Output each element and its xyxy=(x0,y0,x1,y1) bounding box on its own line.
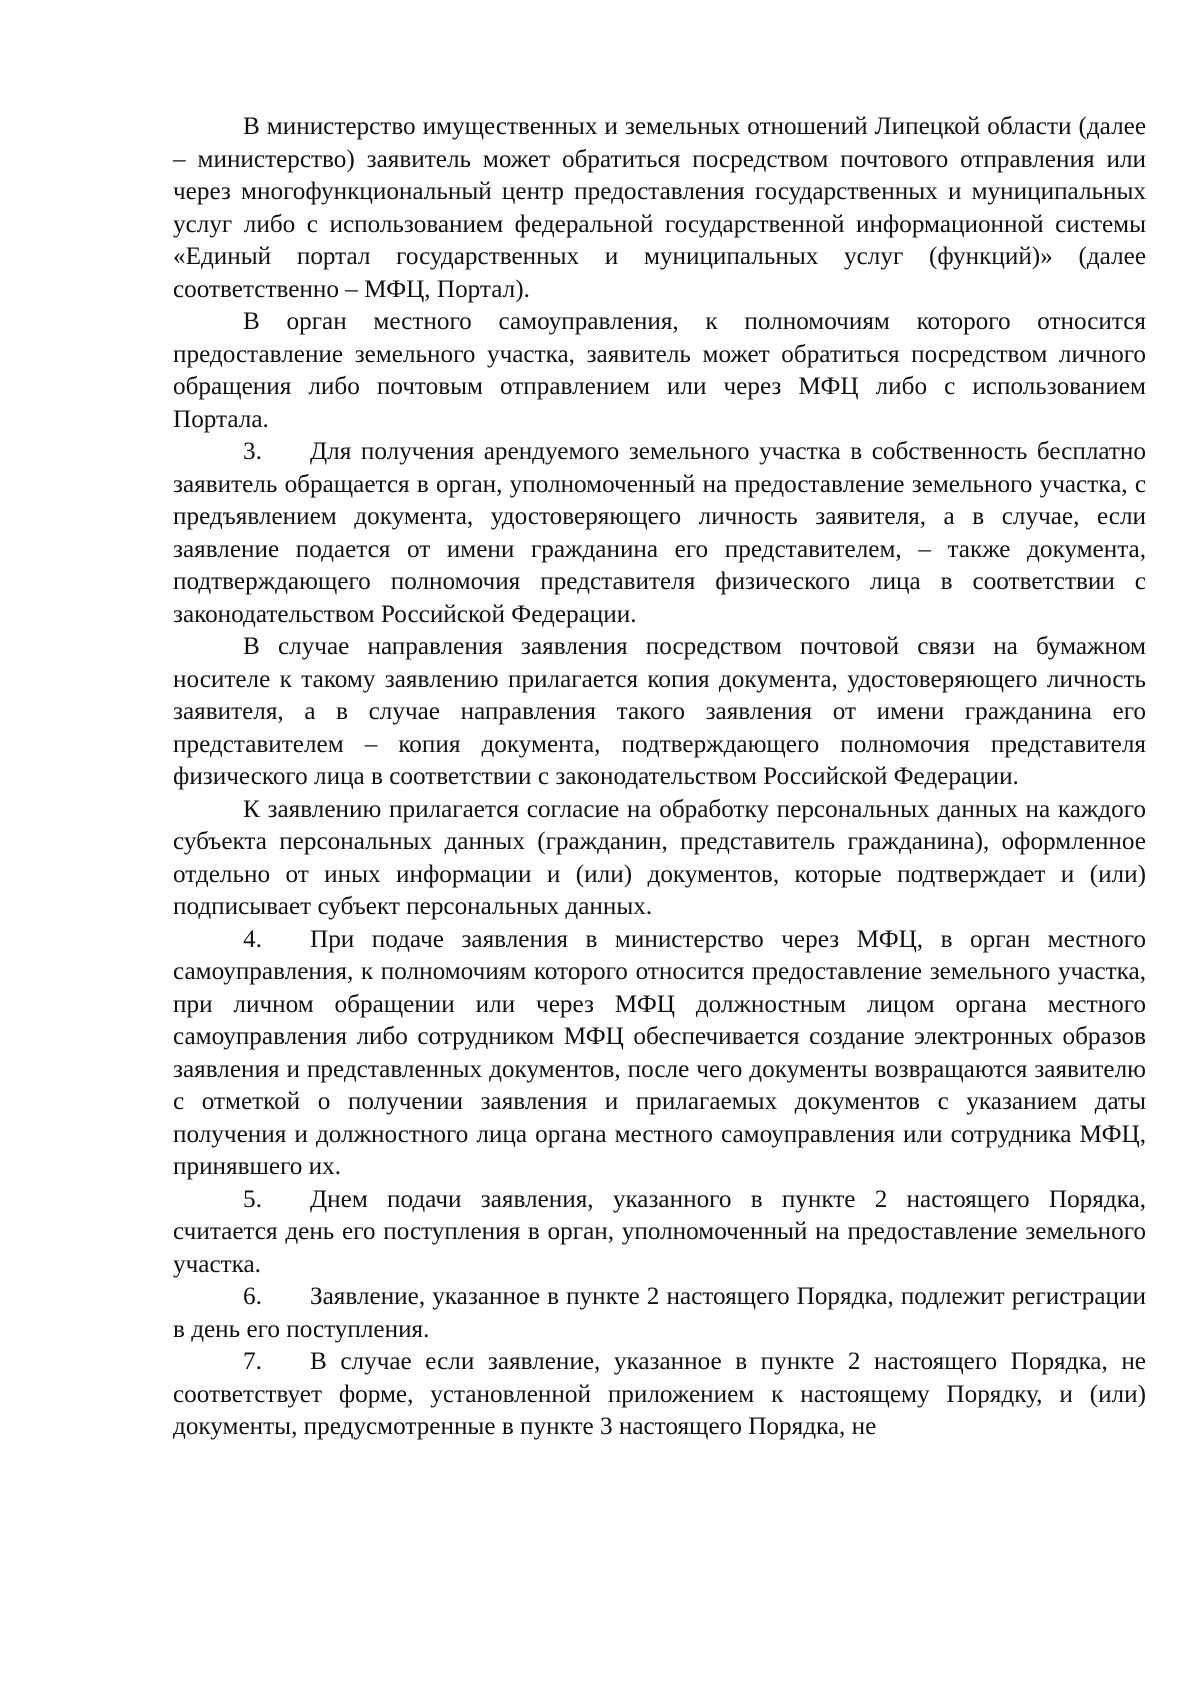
paragraph-ministry-application xyxy=(173,111,1146,306)
paragraph-text: В случае если заявление, указанное в пункте 2 настоящего Порядка, не соответствует форме, установленной приложением к настоящему Порядку, и (или) документы, предусмотренные в пункте 3 настоящего Порядка, не xyxy=(173,1348,1146,1440)
paragraph-number: 4. xyxy=(243,925,262,953)
paragraph-text: В случае направления заявления посредством почтовой связи на бумажном носителе к такому заявлению прилагается копия документа, удостоверяющего личность заявителя, а в случае направления такого заявления от имени гражданина его представителем – копия документа, подтверждающего полномочия представителя физического лица в соответствии с законодательством Российской Федерации. xyxy=(173,633,1146,790)
paragraph-text: Для получения арендуемого земельного участка в собственность бесплатно заявитель обращается в орган, уполномоченный на предоставление земельного участка, с предъявлением документа, удостоверяющего личность заявителя, а в случае, если заявление подается от имени гражданина его представителем, – также документа, подтверждающего полномочия представителя физического лица в соответствии с законодательством Российской Федерации. xyxy=(173,438,1146,628)
paragraph-item-3 xyxy=(173,436,1146,631)
paragraph-text: В орган местного самоуправления, к полномочиям которого относится предоставление земельного участка, заявитель может обратиться посредством личного обращения либо почтовым отправлением или через МФЦ либо с использованием Портала. xyxy=(173,308,1146,433)
paragraph-number: 3. xyxy=(243,438,262,465)
paragraph-number: 5. xyxy=(243,1185,262,1213)
paragraph-text: К заявлению прилагается согласие на обработку персональных данных на каждого субъекта персональных данных (гражданин, представитель гражданина), оформленное отдельно от иных информации и (или) документов, которые подтверждает и (или) подписывает субъект персональных данных. xyxy=(173,795,1146,920)
paragraph-number: 7. xyxy=(243,1348,262,1375)
paragraph-item-5 xyxy=(173,1184,1146,1282)
paragraph-item-4 xyxy=(173,924,1146,1184)
paragraph-local-government-application xyxy=(173,306,1146,436)
paragraph-postal-submission xyxy=(173,631,1146,794)
paragraph-text: В министерство имущественных и земельных отношений Липецкой области (далее – министерство) заявитель может обратиться посредством почтового отправления или через многофункциональный центр предоставления государственных и муниципальных услуг либо с использованием федеральной государственной информационной системы «Единый портал государственных и муниципальных услуг (функций)» (далее соответственно – МФЦ, Портал). xyxy=(173,113,1146,303)
paragraph-item-6 xyxy=(173,1281,1146,1346)
document-page xyxy=(173,111,1146,1444)
paragraph-text: При подаче заявления в министерство через МФЦ, в орган местного самоуправления, к полномочиям которого относится предоставление земельного участка, при личном обращении или через МФЦ должностным лицом органа местного самоуправления либо сотрудником МФЦ обеспечивается создание электронных образов заявления и представленных документов, после чего документы возвращаются заявителю с отметкой о получении заявления и прилагаемых документов с указанием даты получения и должностного лица органа местного самоуправления или сотрудника МФЦ, принявшего их. xyxy=(173,925,1146,1180)
paragraph-number: 6. xyxy=(243,1283,262,1310)
paragraph-personal-data-consent xyxy=(173,794,1146,924)
paragraph-text: Днем подачи заявления, указанного в пункте 2 настоящего Порядка, считается день его поступления в орган, уполномоченный на предоставление земельного участка. xyxy=(173,1185,1146,1278)
paragraph-item-7 xyxy=(173,1346,1146,1444)
paragraph-text: Заявление, указанное в пункте 2 настоящего Порядка, подлежит регистрации в день его поступления. xyxy=(173,1283,1146,1343)
